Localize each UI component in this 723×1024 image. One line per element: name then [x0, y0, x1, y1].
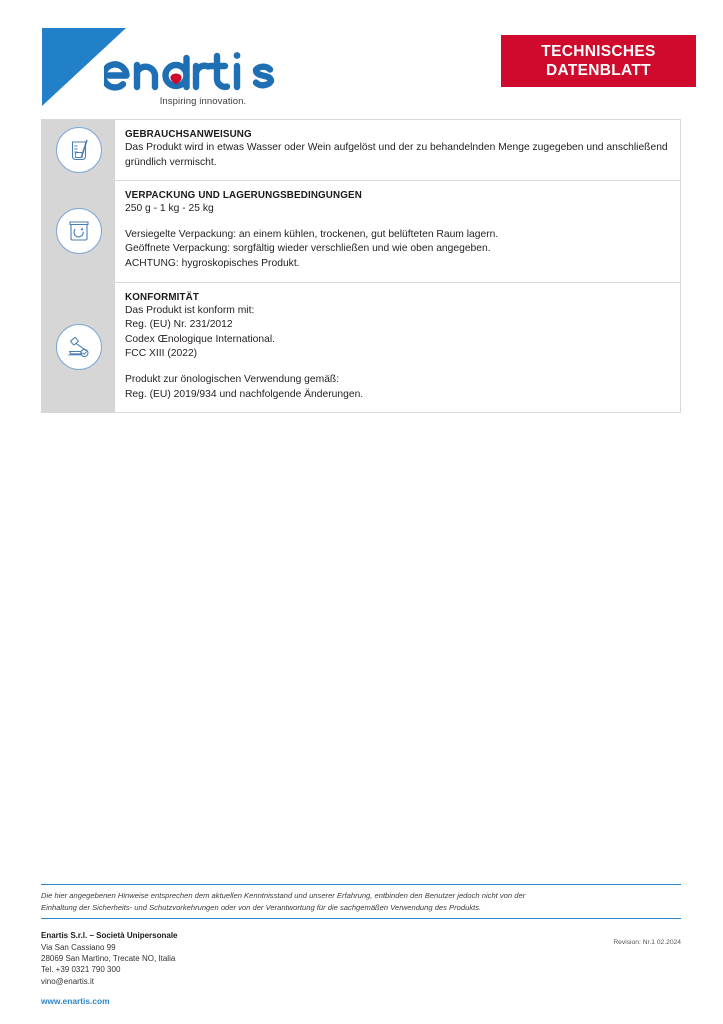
- spacer: [125, 362, 668, 373]
- page-footer: [41, 884, 681, 1008]
- spacer: [125, 217, 668, 228]
- section-text: [115, 181, 680, 281]
- section-paragraph: Reg. (EU) 2019/934 und nachfolgende Änderungen.: [125, 388, 364, 400]
- section-text: [115, 120, 680, 180]
- footer-contact-block: [41, 930, 681, 1008]
- section-body: [125, 141, 668, 170]
- section-paragraph: Geöffnete Verpackung: sorgfältig wieder verschließen und wie oben angegeben.: [125, 243, 491, 255]
- section-paragraph: 250 g - 1 kg - 25 kg: [125, 203, 214, 215]
- section-paragraph: Reg. (EU) Nr. 231/2012: [125, 319, 233, 331]
- section-paragraph: Produkt zur önologischen Verwendung gemäß:: [125, 374, 340, 386]
- document-title-line2: DATENBLATT: [546, 62, 651, 79]
- container-storage-icon: [56, 208, 102, 254]
- icon-cell: [42, 283, 115, 413]
- logo-tagline: Inspiring innovation.: [159, 96, 247, 107]
- beaker-stirring-rod-icon: [56, 127, 102, 173]
- company-name: Enartis S.r.l. – Società Unipersonale: [41, 931, 178, 941]
- section-row-packaging: [42, 181, 680, 282]
- content-sheet: [41, 119, 681, 413]
- icon-cell: [42, 120, 115, 180]
- section-paragraph: ACHTUNG: hygroskopisches Produkt.: [125, 258, 300, 270]
- section-paragraph: Das Produkt wird in etwas Wasser oder Wein aufgelöst und der zu behandelnden Menge zugegeben und anschließend gründlich vermischt.: [125, 142, 668, 168]
- footer-rule-bottom: [41, 918, 681, 919]
- disclaimer-line: Die hier angegebenen Hinweise entsprechen dem aktuellen Kenntnisstand und unserer Erfahrung, entbinden den Benutzer jedoch nicht von der: [41, 891, 526, 901]
- section-title: VERPACKUNG UND LAGERUNGSBEDINGUNGEN: [125, 190, 362, 202]
- section-paragraph: Das Produkt ist konform mit:: [125, 304, 255, 316]
- section-body: [125, 202, 668, 271]
- section-title: KONFORMITÄT: [125, 291, 200, 303]
- page-header: [0, 0, 723, 118]
- enartis-logo: [42, 28, 274, 110]
- section-title: GEBRAUCHSANWEISUNG: [125, 129, 252, 140]
- icon-cell: [42, 181, 115, 281]
- company-address: [41, 930, 681, 1008]
- document-title-box: [501, 35, 696, 87]
- section-paragraph: Versiegelte Verpackung: an einem kühlen, trockenen, gut belüfteten Raum lagern.: [125, 228, 499, 240]
- address-line-1: Via San Cassiano 99: [41, 942, 116, 952]
- gavel-compliance-icon: [56, 324, 102, 370]
- document-title-line1: TECHNISCHES: [541, 42, 656, 60]
- disclaimer-line: Einhaltung der Sicherheits- und Schutzvorkehrungen oder von der Verantwortung für die sachgemäßen Verwendung des Produkts.: [41, 903, 482, 913]
- website-link[interactable]: www.enartis.com: [41, 996, 110, 1007]
- section-body: [125, 304, 668, 403]
- section-row-conformity: [42, 283, 680, 413]
- section-paragraph: FCC XIII (2022): [125, 348, 198, 360]
- address-line-2: 28069 San Martino, Trecate NO, Italia: [41, 954, 176, 964]
- section-paragraph: Codex Œnologique International.: [125, 333, 275, 345]
- phone-number: Tel. +39 0321 790 300: [41, 965, 121, 975]
- logo-wordmark-icon: [104, 48, 279, 94]
- legal-disclaimer: [41, 885, 681, 918]
- email-address[interactable]: vino@enartis.it: [41, 976, 95, 986]
- section-text: [115, 283, 680, 413]
- section-row-usage: [42, 120, 680, 181]
- revision-label: Revision: Nr.1 02.2024: [613, 939, 681, 947]
